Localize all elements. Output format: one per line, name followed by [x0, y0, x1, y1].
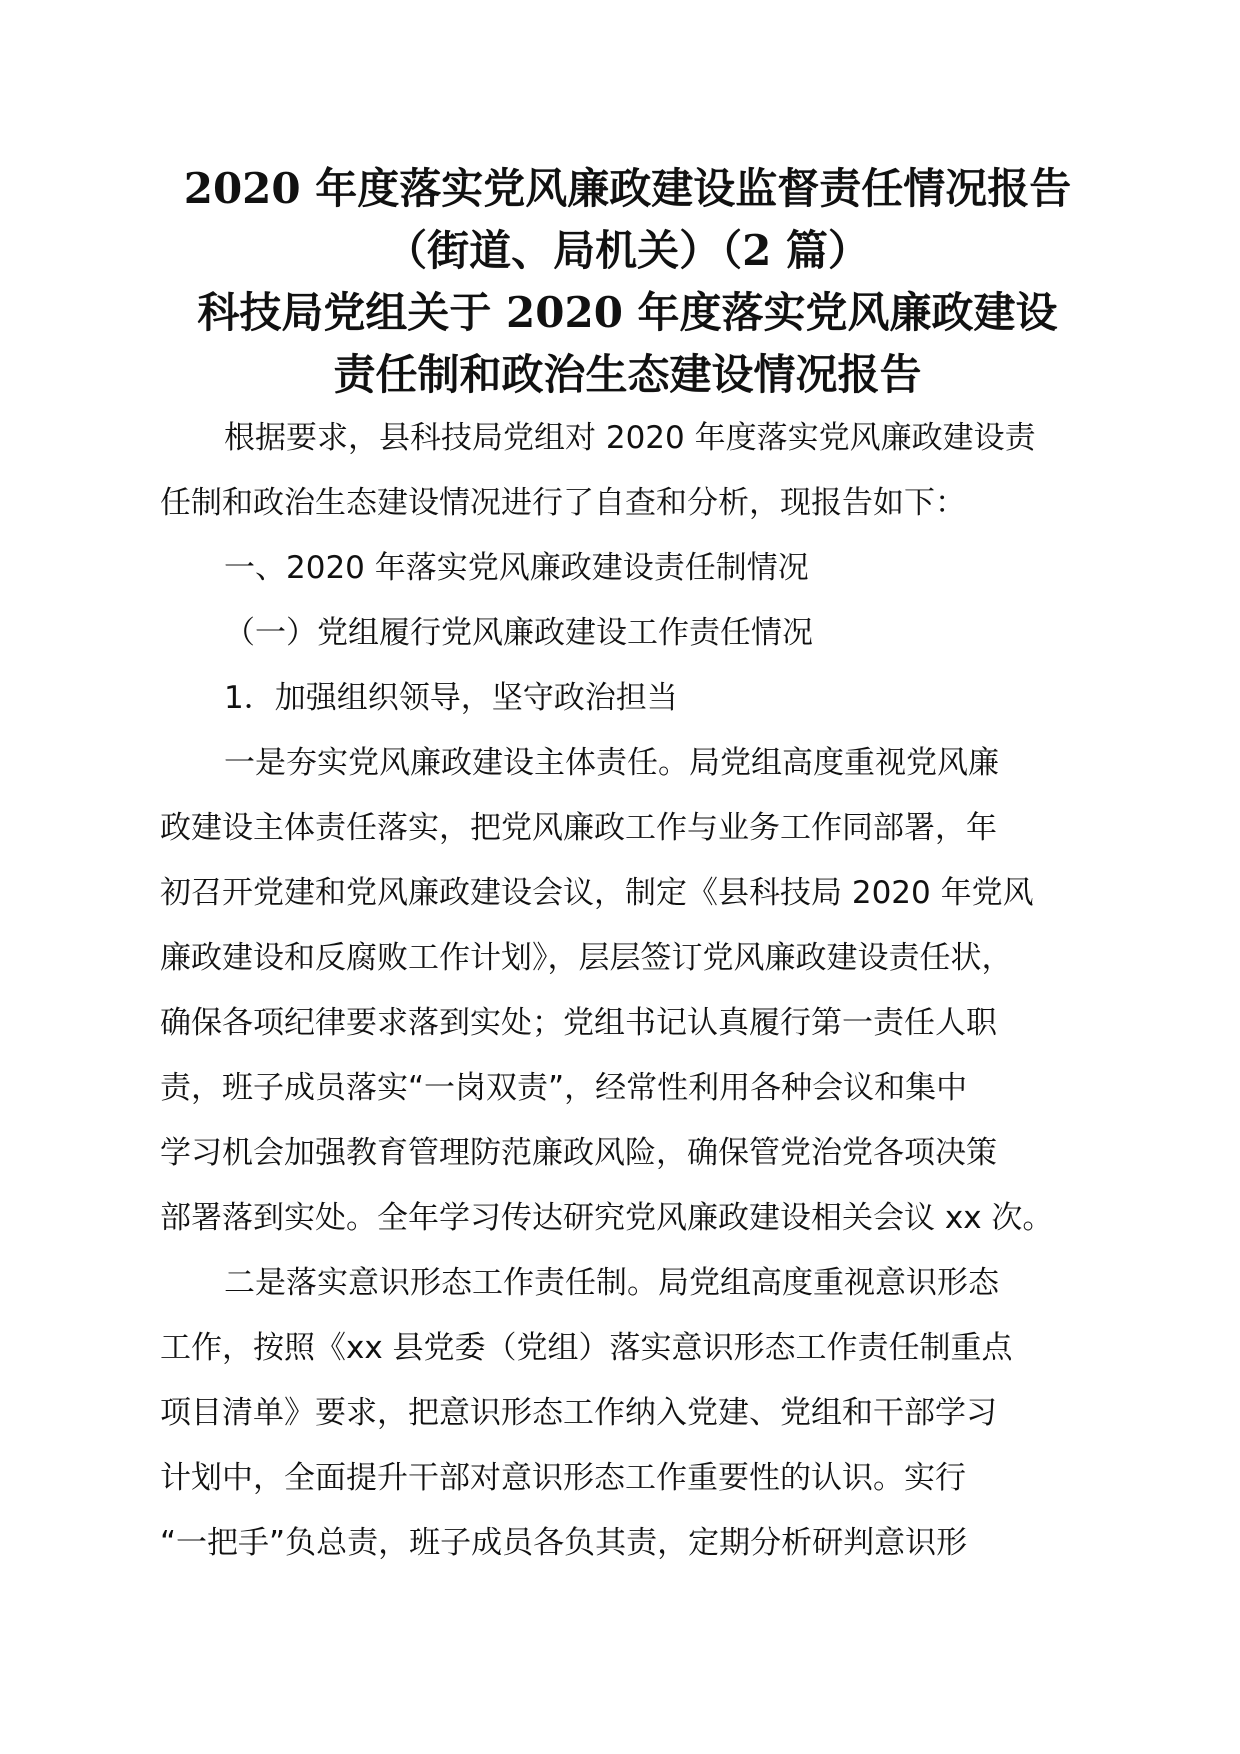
text-line: 一是夯实党风廉政建设主体责任。局党组高度重视党风廉: [224, 745, 999, 781]
text-line: 初召开党建和党风廉政建设会议，制定《县科技局 2020 年党风: [160, 875, 1034, 911]
text-line: 任制和政治生态建设情况进行了自查和分析，现报告如下：: [160, 485, 966, 521]
text-line: 计划中，全面提升干部对意识形态工作重要性的认识。实行: [160, 1460, 966, 1496]
text-line: 廉政建设和反腐败工作计划》，层层签订党风廉政建设责任状，: [160, 940, 1013, 976]
paragraph-two: [160, 1251, 1095, 1576]
text-line: 政建设主体责任落实，把党风廉政工作与业务工作同部署，年: [160, 810, 997, 846]
text-line: 一、2020 年落实党风廉政建设责任制情况: [224, 550, 809, 586]
subsection-heading: [160, 601, 1095, 666]
section-heading: [160, 536, 1095, 601]
text-line: 1．加强组织领导，坚守政治担当: [224, 680, 678, 716]
title-line: 2020 年度落实党风廉政建设监督责任情况报告: [183, 164, 1072, 213]
text-line: 部署落到实处。全年学习传达研究党风廉政建设相关会议 xx 次。: [160, 1200, 1054, 1236]
text-line: 二是落实意识形态工作责任制。局党组高度重视意识形态: [224, 1265, 999, 1301]
document-page: [160, 158, 1095, 1576]
text-line: 学习机会加强教育管理防范廉政风险，确保管党治党各项决策: [160, 1135, 997, 1171]
text-line: 工作，按照《xx 县党委（党组）落实意识形态工作责任制重点: [160, 1330, 1013, 1366]
title-line: 责任制和政治生态建设情况报告: [333, 350, 922, 399]
document-title: [160, 158, 1095, 406]
text-line: 责，班子成员落实“一岗双责”，经常性利用各种会议和集中: [160, 1070, 968, 1106]
paragraph-one: [160, 731, 1095, 1251]
text-line: 项目清单》要求，把意识形态工作纳入党建、党组和干部学习: [160, 1395, 997, 1431]
paragraph-intro: [160, 406, 1095, 536]
title-line: 科技局党组关于 2020 年度落实党风廉政建设: [197, 288, 1058, 337]
title-line: （街道、局机关）（2 篇）: [385, 226, 870, 275]
item-heading: [160, 666, 1095, 731]
document-body: [160, 406, 1095, 1576]
text-line: “一把手”负总责，班子成员各负其责，定期分析研判意识形: [160, 1525, 968, 1561]
text-line: （一）党组履行党风廉政建设工作责任情况: [224, 615, 813, 651]
text-line: 确保各项纪律要求落到实处；党组书记认真履行第一责任人职: [160, 1005, 997, 1041]
text-line: 根据要求，县科技局党组对 2020 年度落实党风廉政建设责: [224, 420, 1036, 456]
